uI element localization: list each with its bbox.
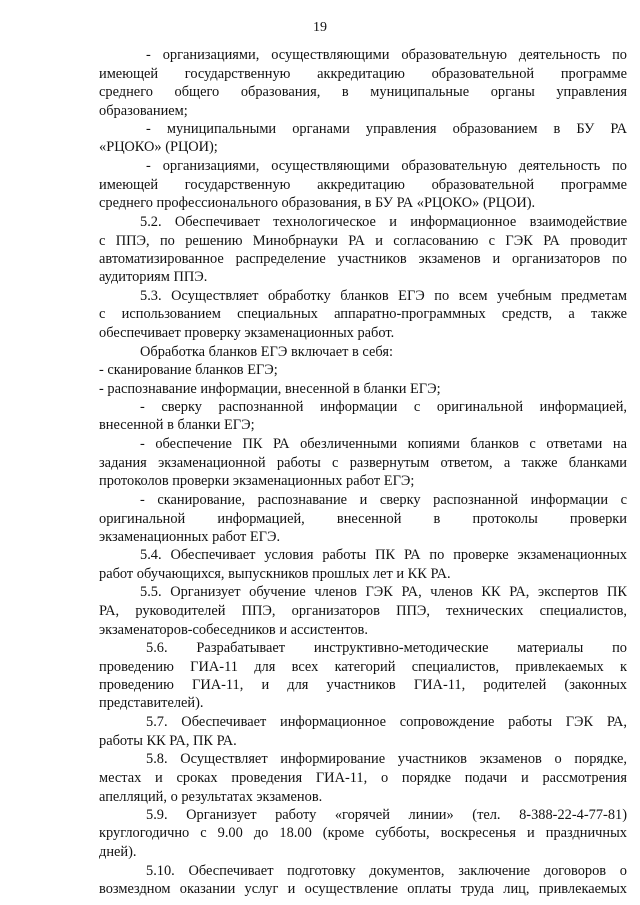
text-line: возмездном оказании услуг и осуществление оплаты труда лиц, привлекаемых (99, 881, 627, 897)
text-line: «РЦОКО» (РЦОИ); (99, 139, 218, 156)
text-line: 5.2. Обеспечивает технологическое и информационное взаимодействие (140, 213, 627, 230)
text-line: протоколов проверки экзаменационных работ ЕГЭ; (99, 473, 415, 489)
text-line: проведению ГИА-11, и для участников ГИА-11, родителей (законных (99, 677, 627, 694)
text-line: - распознавание информации, внесенной в бланки ЕГЭ; (99, 380, 441, 397)
text-line: с ППЭ, по решению Минобрнауки РА и согласованию с ГЭК РА проводит (99, 232, 627, 249)
text-line: представителей). (99, 695, 204, 712)
text-line: работ обучающихся, выпускников прошлых лет и КК РА. (99, 566, 451, 583)
text-line: экзаменаторов-собеседников и ассистентов. (99, 621, 368, 638)
text-line: внесенной в бланки ЕГЭ; (99, 417, 255, 434)
text-line: аудиториям ППЭ. (99, 269, 208, 286)
text-line: 5.3. Осуществляет обработку бланков ЕГЭ по всем учебным предметам (140, 288, 627, 305)
text-line: - сканирование, распознавание и сверку распознанной информации с (140, 491, 627, 508)
text-line: - обеспечение ПК РА обезличенными копиями бланков с ответами на (140, 436, 627, 453)
text-line: среднего общего образования, в муниципальные органы управления (99, 83, 627, 100)
text-line: экзаменационных работ ЕГЭ. (99, 528, 281, 545)
text-line: проведению ГИА-11 для всех категорий специалистов, привлекаемых к (99, 658, 627, 675)
text-line: 5.4. Обеспечивает условия работы ПК РА по проверке экзаменационных (140, 547, 627, 564)
text-line: 5.7. Обеспечивает информационное сопровождение работы ГЭК РА, (146, 714, 627, 731)
text-line: - сверку распознанной информации с оригинальной информацией, (140, 399, 627, 416)
text-line: имеющей государственную аккредитацию образовательной программе (99, 177, 627, 193)
text-line: обеспечивает проверку экзаменационных работ. (99, 325, 395, 341)
text-line: - муниципальными органами управления образованием в БУ РА (146, 121, 627, 138)
text-line: 5.5. Организует обучение членов ГЭК РА, членов КК РА, экспертов ПК (140, 584, 627, 601)
text-line: круглогодично с 9.00 до 18.00 (кроме субботы, воскресенья и праздничных (99, 825, 627, 842)
text-line: Обработка бланков ЕГЭ включает в себя: (140, 343, 393, 360)
text-line: местах и сроках проведения ГИА-11, о порядке подачи и рассмотрения (99, 769, 627, 786)
text-line: с использованием специальных аппаратно-программных средств, а также (99, 306, 627, 323)
text-line: образованием; (99, 102, 188, 119)
text-line: 5.10. Обеспечивает подготовку документов, заключение договоров о (146, 863, 627, 879)
text-line: задания экзаменационной работы с развернутым ответом, а также бланками (99, 455, 627, 471)
text-line: - сканирование бланков ЕГЭ; (99, 361, 278, 378)
text-line: имеющей государственную аккредитацию образовательной программе (99, 65, 627, 82)
text-line: дней). (99, 844, 137, 861)
text-line: апелляций, о результатах экзаменов. (99, 788, 323, 805)
text-line: оригинальной информацией, внесенной в протоколы проверки (99, 510, 627, 527)
text-line: РА, руководителей ППЭ, организаторов ППЭ, технических специалистов, (99, 603, 627, 619)
text-line: - организациями, осуществляющими образовательную деятельность по (146, 47, 627, 63)
text-line: - организациями, осуществляющими образовательную деятельность по (146, 158, 627, 175)
text-line: 5.9. Организует работу «горячей линии» (тел. 8-388-22-4-77-81) (146, 807, 627, 824)
text-line: 5.6. Разрабатывает инструктивно-методические материалы по (146, 639, 627, 656)
text-line: автоматизированное распределение участников экзаменов и организаторов по (99, 250, 627, 267)
text-line: среднего профессионального образования, в БУ РА «РЦОКО» (РЦОИ). (99, 195, 536, 211)
text-line: 5.8. Осуществляет информирование участников экзаменов о порядке, (146, 751, 627, 767)
page-number: 19 (313, 20, 327, 35)
text-line: работы КК РА, ПК РА. (99, 733, 237, 749)
